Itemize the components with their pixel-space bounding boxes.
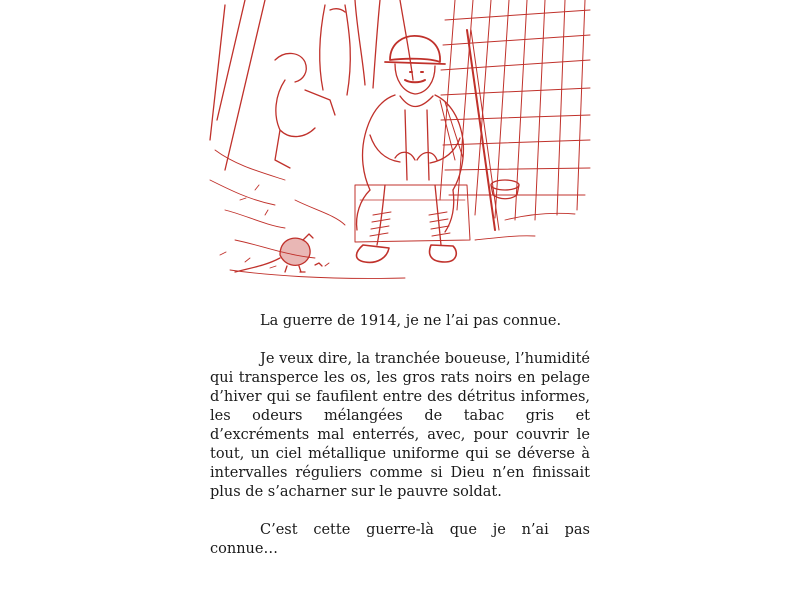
paragraph-1: La guerre de 1914, je ne l’ai pas connue. [260, 313, 562, 329]
paragraph-2: Je veux dire, la tranchée boueuse, l’humidité qui transperce les os, les gros rats noirs en pelage d’hiver qui se faufilent entre des détritus informes, les odeurs mélangées de tabac gris et d’excréments mal enterrés, avec, pour couvrir le tout, un ciel métallique uniforme qui se déverse à intervalles réguliers comme si Dieu n’en finissait plus de s’acharner sur le pauvre soldat. [210, 351, 590, 500]
text-block [210, 312, 590, 578]
trench-soldier-illustration-icon [205, 0, 595, 290]
paragraph-3: C’est cette guerre-là que je n’ai pas connue… [210, 522, 590, 557]
